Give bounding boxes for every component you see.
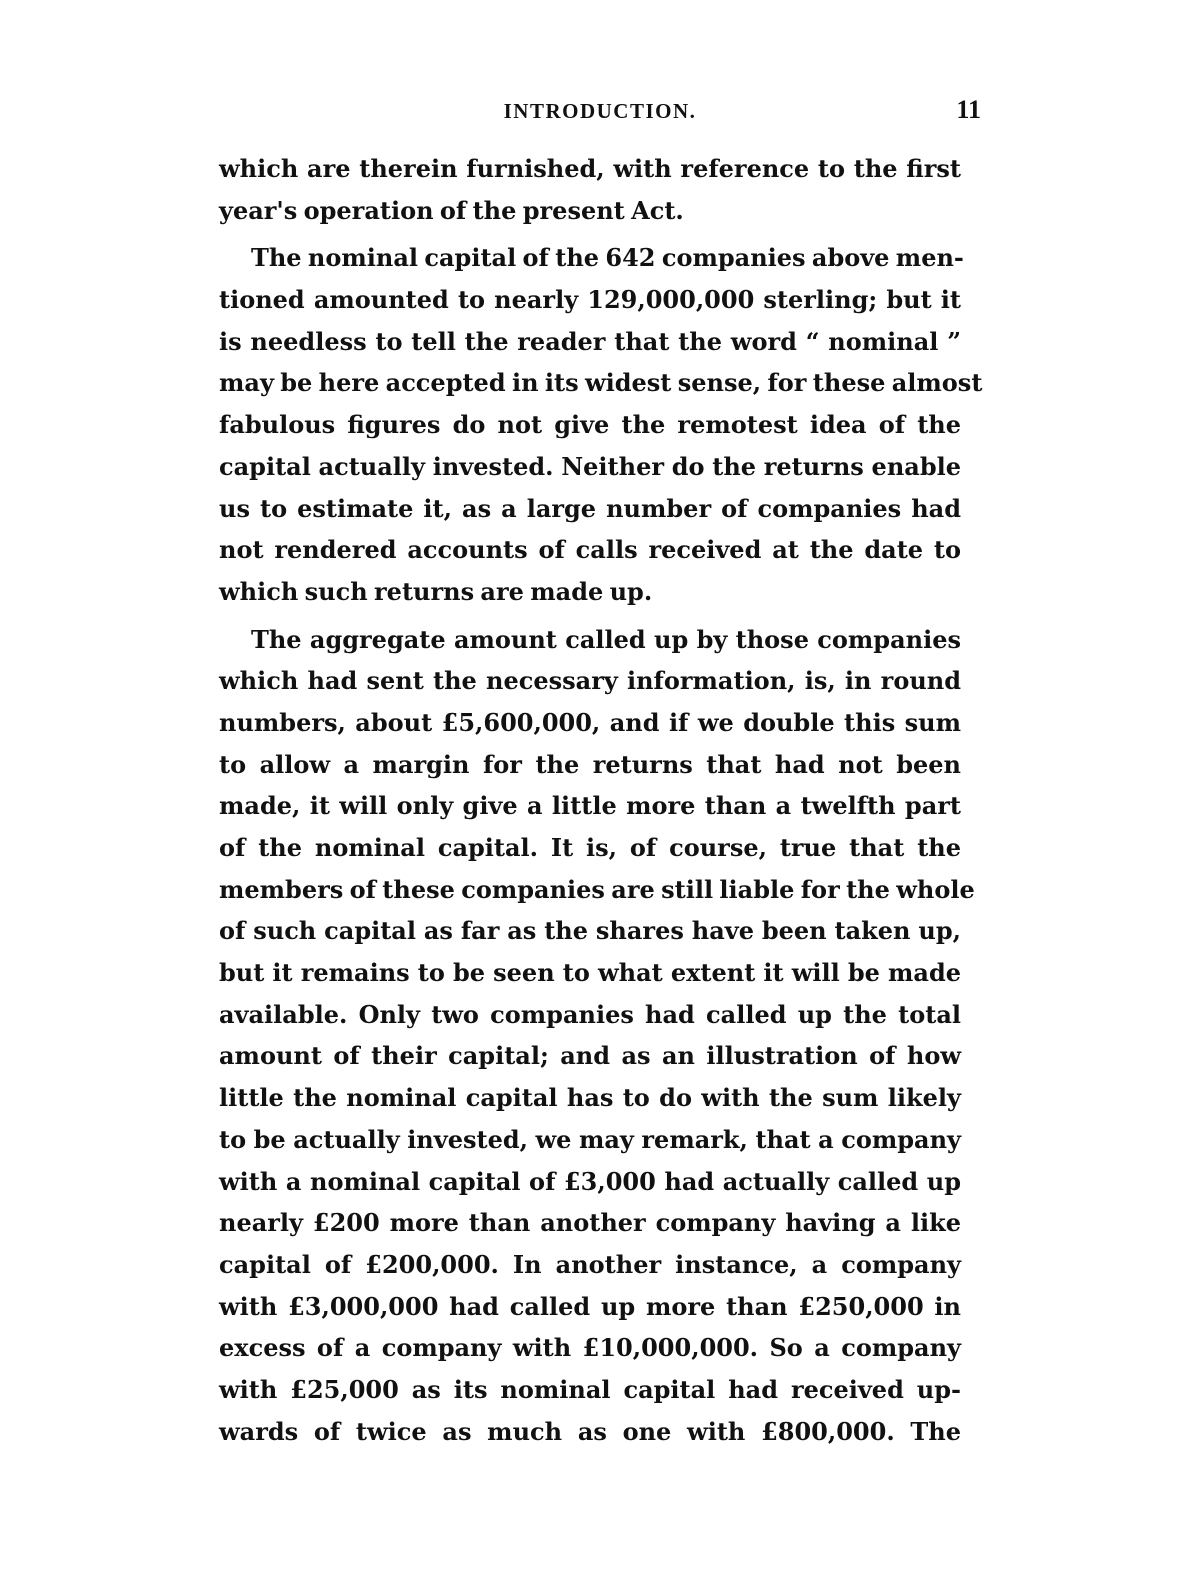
text-line: to allow a margin for the returns that had not been [219,749,961,779]
running-head [219,95,981,135]
text-line: amount of their capital; and as an illustration of how [219,1041,961,1071]
text-line: which such returns are made up. [219,576,653,606]
text-line: tioned amounted to nearly 129,000,000 sterling; but it [219,285,961,315]
text-line: The aggregate amount called up by those companies [251,624,961,654]
body-text [219,148,983,1452]
running-title: INTRODUCTION. [503,99,697,123]
text-line: is needless to tell the reader that the word “ nominal ” [219,326,961,356]
text-line: but it remains to be seen to what extent it will be made [219,958,961,988]
text-line: capital of £200,000. In another instance, a company [219,1249,961,1279]
text-line: with £25,000 as its nominal capital had received up- [219,1374,961,1404]
text-line: fabulous figures do not give the remotest idea of the [219,410,961,440]
text-line: may be here accepted in its widest sense, for these almost [219,368,983,398]
text-line: nearly £200 more than another company having a like [219,1208,961,1238]
text-line: wards of twice as much as one with £800,000. The [219,1416,961,1446]
text-line: year's operation of the present Act. [219,195,684,225]
text-line: available. Only two companies had called up the total [219,999,961,1029]
paragraph-3 [219,619,975,1453]
text-line: members of these companies are still liable for the whole [219,874,975,904]
text-line: made, it will only give a little more than a twelfth part [219,791,961,821]
text-line: of the nominal capital. It is, of course, true that the [219,833,961,862]
text-line: to be actually invested, we may remark, that a company [219,1124,961,1154]
text-line: not rendered accounts of calls received at the date to [219,535,961,565]
page-number: 11 [956,95,981,124]
text-line: of such capital as far as the shares have been taken up, [219,916,961,946]
text-line: which are therein furnished, with reference to the first [219,154,961,183]
text-line: excess of a company with £10,000,000. So a company [219,1333,961,1363]
text-line: numbers, about £5,600,000, and if we double this sum [219,707,961,737]
text-line: us to estimate it, as a large number of companies had [219,493,961,523]
text-line: The nominal capital of the 642 companies above men- [251,243,964,273]
text-line: with a nominal capital of £3,000 had actually called up [219,1166,961,1196]
text-line: with £3,000,000 had called up more than £250,000 in [219,1291,961,1321]
text-line: which had sent the necessary information, is, in round [219,666,961,696]
paragraph-1 [219,148,961,231]
text-line: capital actually invested. Neither do the returns enable [219,451,961,481]
text-line: little the nominal capital has to do with the sum likely [219,1083,961,1113]
paragraph-2 [219,237,983,612]
